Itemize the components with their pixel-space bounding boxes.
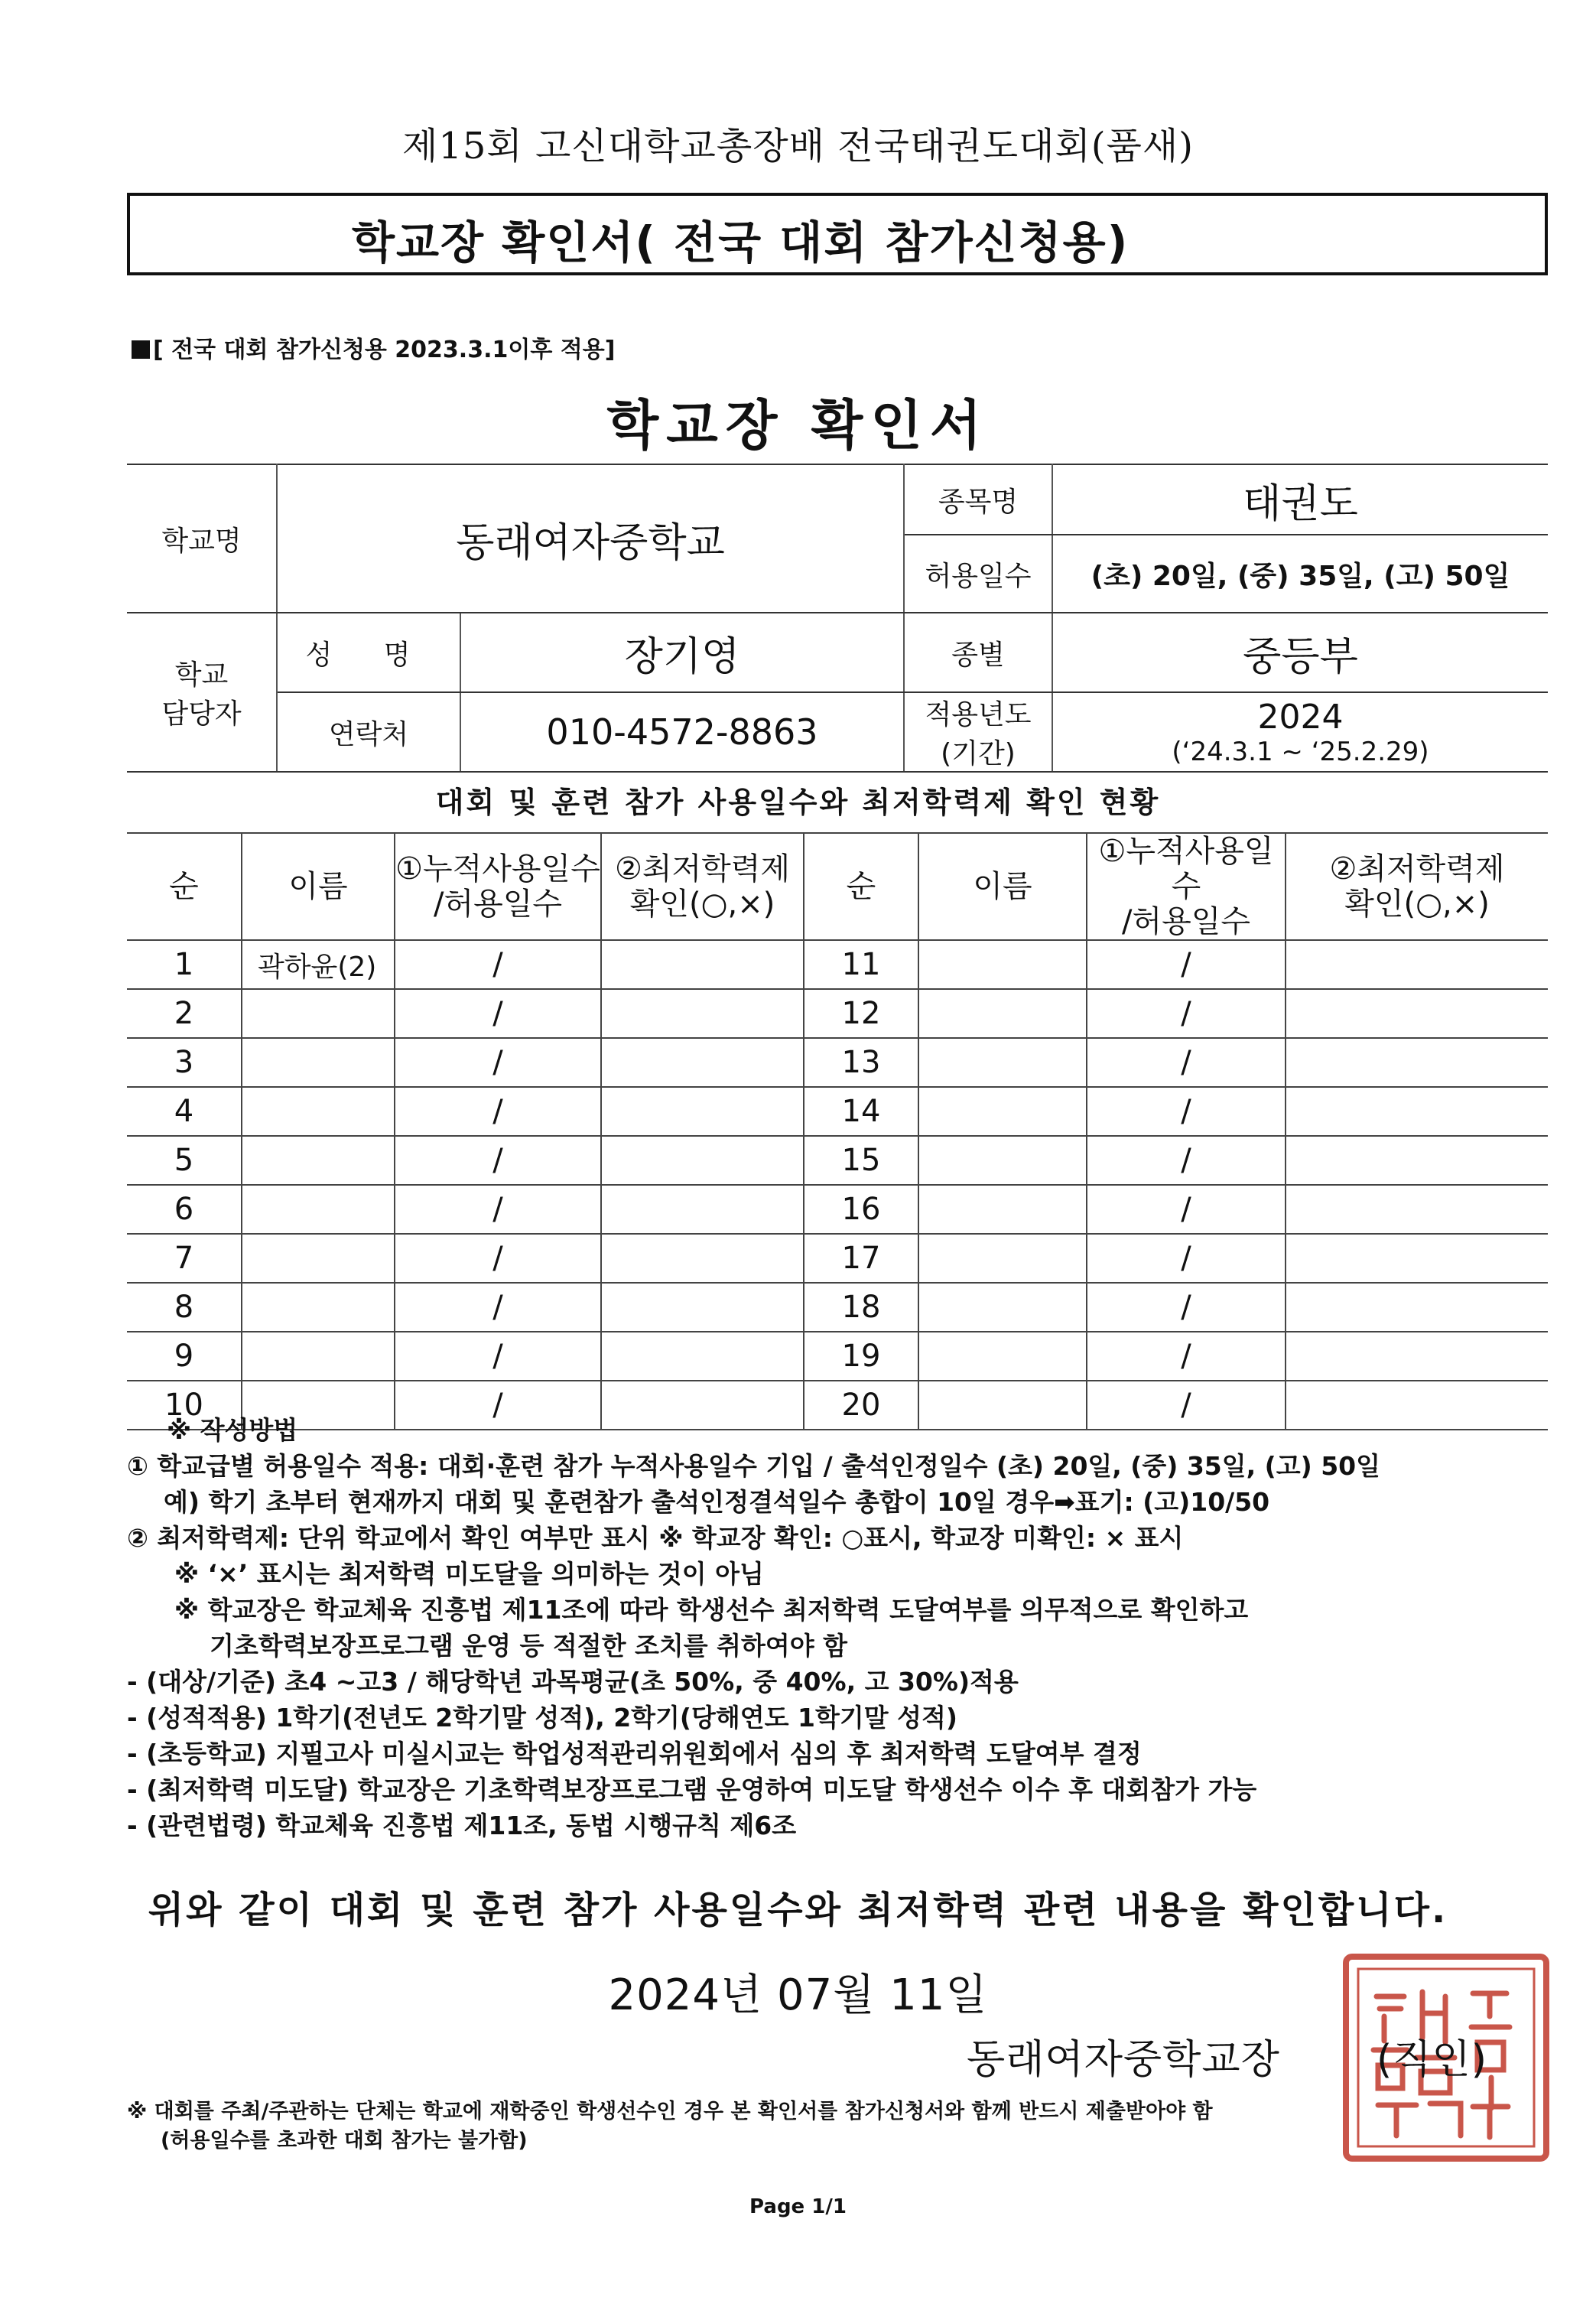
row-days: / — [395, 1136, 601, 1185]
col-no: 순 — [127, 833, 242, 940]
info-table — [127, 464, 1548, 773]
row-number: 17 — [804, 1234, 918, 1283]
row-name — [918, 1136, 1087, 1185]
row-check — [1286, 989, 1548, 1038]
allowed-days-value: (초) 20일, (중) 35일, (고) 50일 — [1052, 535, 1548, 613]
col-check-line1: ②최저학력제 — [1329, 851, 1505, 887]
row-check — [601, 1234, 804, 1283]
row-name — [918, 1283, 1087, 1332]
row-name — [918, 1038, 1087, 1087]
row-check — [1286, 1038, 1548, 1087]
status-table — [127, 832, 1548, 1430]
instruction-line: ② 최저학력제: 단위 학교에서 확인 여부만 표시 ※ 학교장 확인: ○표시, 학교장 미확인: × 표시 — [127, 1523, 1184, 1553]
row-check — [1286, 1332, 1548, 1381]
table-row — [127, 1087, 1548, 1136]
col-check-line2: 확인(○,×) — [629, 887, 775, 922]
year-value: 2024 — [1257, 697, 1344, 737]
contact-label: 연락처 — [277, 692, 460, 772]
row-name — [242, 1136, 395, 1185]
row-number: 14 — [804, 1087, 918, 1136]
year-label — [904, 692, 1052, 772]
table-row — [127, 1234, 1548, 1283]
manager-label-line1: 학교 — [174, 659, 229, 691]
row-days: / — [395, 1234, 601, 1283]
manager-label-line2: 담당자 — [161, 698, 242, 730]
instructions-heading: ※ 작성방법 — [167, 1415, 298, 1445]
row-name — [918, 940, 1087, 989]
row-number: 18 — [804, 1283, 918, 1332]
footnote — [127, 2097, 1565, 2156]
row-days: / — [1087, 1283, 1286, 1332]
row-name — [918, 1185, 1087, 1234]
form-title: 학교장 확인서 — [606, 394, 990, 457]
status-header-row — [127, 833, 1548, 940]
instruction-line: ① 학교급별 허용일수 적용: 대회·훈련 참가 누적사용일수 기입 / 출석인정일수 (초) 20일, (중) 35일, (고) 50일 — [127, 1451, 1380, 1481]
row-name — [918, 989, 1087, 1038]
col-check-line1: ②최저학력제 — [614, 851, 791, 887]
row-name — [242, 989, 395, 1038]
page-number: Page 1/1 — [749, 2195, 847, 2218]
row-days: / — [1087, 1381, 1286, 1430]
status-body — [127, 940, 1548, 1430]
row-check — [601, 1087, 804, 1136]
row-days: / — [395, 1332, 601, 1381]
row-check — [1286, 1136, 1548, 1185]
instruction-line: 예) 학기 초부터 현재까지 대회 및 훈련참가 출석인정결석일수 총합이 10일 경우➡표기: (고)10/50 — [164, 1487, 1270, 1517]
row-check — [601, 940, 804, 989]
row-number: 20 — [804, 1381, 918, 1430]
row-check — [1286, 1283, 1548, 1332]
row-number: 16 — [804, 1185, 918, 1234]
row-name — [242, 1185, 395, 1234]
footnote-line: ※ 대회를 주최/주관하는 단체는 학교에 재학중인 학생선수인 경우 본 확인서를 참가신청서와 함께 반드시 제출받아야 함 — [127, 2100, 1213, 2123]
year-label-line1: 적용년도 — [925, 699, 1032, 730]
row-number: 11 — [804, 940, 918, 989]
col-name: 이름 — [242, 833, 395, 940]
row-check — [1286, 1087, 1548, 1136]
main-title: 학교장 확인서( 전국 대회 참가신청용) — [352, 216, 1130, 268]
row-name — [242, 1332, 395, 1381]
row-days: / — [395, 989, 601, 1038]
row-number: 4 — [127, 1087, 242, 1136]
row-number: 8 — [127, 1283, 242, 1332]
row-check — [1286, 1234, 1548, 1283]
contact-value: 010-4572-8863 — [460, 692, 904, 772]
school-label: 학교명 — [127, 464, 277, 613]
category-label: 종별 — [904, 613, 1052, 692]
category-value: 중등부 — [1052, 613, 1548, 692]
table-row — [127, 1185, 1548, 1234]
row-name — [242, 1283, 395, 1332]
footnote-line: (허용일수를 초과한 대회 참가는 불가함) — [161, 2129, 528, 2152]
row-days: / — [1087, 1234, 1286, 1283]
row-name — [242, 1038, 395, 1087]
row-number: 5 — [127, 1136, 242, 1185]
confirmation-date: 2024년 07월 11일 — [608, 1970, 988, 2020]
row-check — [601, 1038, 804, 1087]
row-days: / — [1087, 1136, 1286, 1185]
row-number: 1 — [127, 940, 242, 989]
table-row — [127, 1038, 1548, 1087]
row-name — [242, 1087, 395, 1136]
row-days: / — [1087, 1087, 1286, 1136]
row-number: 7 — [127, 1234, 242, 1283]
row-number: 9 — [127, 1332, 242, 1381]
row-number: 3 — [127, 1038, 242, 1087]
name-label: 성 명 — [277, 613, 460, 692]
seal-label: (직인) — [1377, 2037, 1488, 2083]
row-check — [1286, 1185, 1548, 1234]
row-number: 12 — [804, 989, 918, 1038]
row-days: / — [1087, 1185, 1286, 1234]
col-days-line1: ①누적사용일수 — [395, 851, 600, 887]
col-name: 이름 — [918, 833, 1087, 940]
col-days-line2: /허용일수 — [1121, 904, 1251, 939]
col-no: 순 — [804, 833, 918, 940]
row-days: / — [1087, 1332, 1286, 1381]
row-check — [601, 1283, 804, 1332]
sport-label: 종목명 — [904, 464, 1052, 535]
school-value: 동래여자중학교 — [277, 464, 904, 613]
row-name: 곽하윤(2) — [242, 940, 395, 989]
instruction-line: - (대상/기준) 초4 ~고3 / 해당학년 과목평균(초 50%, 중 40%, 고 30%)적용 — [127, 1667, 1019, 1697]
table-row — [127, 989, 1548, 1038]
name-value: 장기영 — [460, 613, 904, 692]
year-cell — [1052, 692, 1548, 772]
row-name — [918, 1332, 1087, 1381]
row-check — [601, 989, 804, 1038]
status-title: 대회 및 훈련 참가 사용일수와 최저학력제 확인 현황 — [435, 786, 1161, 819]
row-number: 13 — [804, 1038, 918, 1087]
col-days-line2: /허용일수 — [433, 887, 563, 922]
notice-text: [ 전국 대회 참가신청용 2023.3.1이후 적용] — [153, 337, 616, 363]
row-days: / — [395, 1038, 601, 1087]
col-check-line2: 확인(○,×) — [1344, 887, 1490, 922]
row-number: 15 — [804, 1136, 918, 1185]
row-check — [601, 1136, 804, 1185]
row-days: / — [1087, 940, 1286, 989]
table-row — [127, 940, 1548, 989]
table-row — [127, 1283, 1548, 1332]
instruction-line: - (최저학력 미도달) 학교장은 기초학력보장프로그램 운영하여 미도달 학생선수 이수 후 대회참가 가능 — [127, 1775, 1257, 1804]
col-days-line1: ①누적사용일수 — [1098, 834, 1274, 904]
row-number: 6 — [127, 1185, 242, 1234]
row-days: / — [395, 1185, 601, 1234]
notice-line — [132, 330, 615, 364]
row-name — [918, 1087, 1087, 1136]
table-row — [127, 1136, 1548, 1185]
row-days: / — [395, 940, 601, 989]
confirmation-text: 위와 같이 대회 및 훈련 참가 사용일수와 최저학력 관련 내용을 확인합니다. — [148, 1889, 1448, 1931]
period-value: (‘24.3.1 ~ ‘25.2.29) — [1172, 736, 1429, 767]
row-days: / — [395, 1381, 601, 1430]
instruction-line: - (성적적용) 1학기(전년도 2학기말 성적), 2학기(당해연도 1학기말 성적) — [127, 1703, 957, 1733]
instruction-line: ※ ‘×’ 표시는 최저학력 미도달을 의미하는 것이 아님 — [174, 1559, 764, 1589]
row-days: / — [395, 1283, 601, 1332]
sport-value: 태권도 — [1052, 464, 1548, 535]
col-check — [1286, 833, 1548, 940]
col-days — [1087, 833, 1286, 940]
instructions — [127, 1412, 1565, 1843]
row-days: / — [395, 1087, 601, 1136]
row-check — [601, 1185, 804, 1234]
row-number: 19 — [804, 1332, 918, 1381]
square-bullet-icon — [132, 340, 150, 359]
row-check — [1286, 940, 1548, 989]
year-label-line2: (기간) — [941, 738, 1016, 770]
row-days: / — [1087, 989, 1286, 1038]
instruction-line: ※ 학교장은 학교체육 진흥법 제11조에 따라 학생선수 최저학력 도달여부를 의무적으로 확인하고 — [174, 1595, 1249, 1625]
row-name — [242, 1234, 395, 1283]
allowed-days-label: 허용일수 — [904, 535, 1052, 613]
row-number: 10 — [127, 1381, 242, 1430]
row-name — [918, 1234, 1087, 1283]
col-days — [395, 833, 601, 940]
event-title: 제15회 고신대학교총장배 전국태권도대회(품새) — [401, 125, 1195, 168]
table-row — [127, 1332, 1548, 1381]
manager-label — [127, 613, 277, 772]
row-number: 2 — [127, 989, 242, 1038]
instruction-line: 기초학력보장프로그램 운영 등 적절한 조치를 취하여야 함 — [210, 1631, 848, 1661]
instruction-line: - (관련법령) 학교체육 진흥법 제11조, 동법 시행규칙 제6조 — [127, 1811, 797, 1840]
row-check — [601, 1332, 804, 1381]
row-days: / — [1087, 1038, 1286, 1087]
instruction-line: - (초등학교) 지필고사 미실시교는 학업성적관리위원회에서 심의 후 최저학력 도달여부 결정 — [127, 1739, 1142, 1768]
col-check — [601, 833, 804, 940]
principal-name: 동래여자중학교장 — [967, 2037, 1280, 2083]
